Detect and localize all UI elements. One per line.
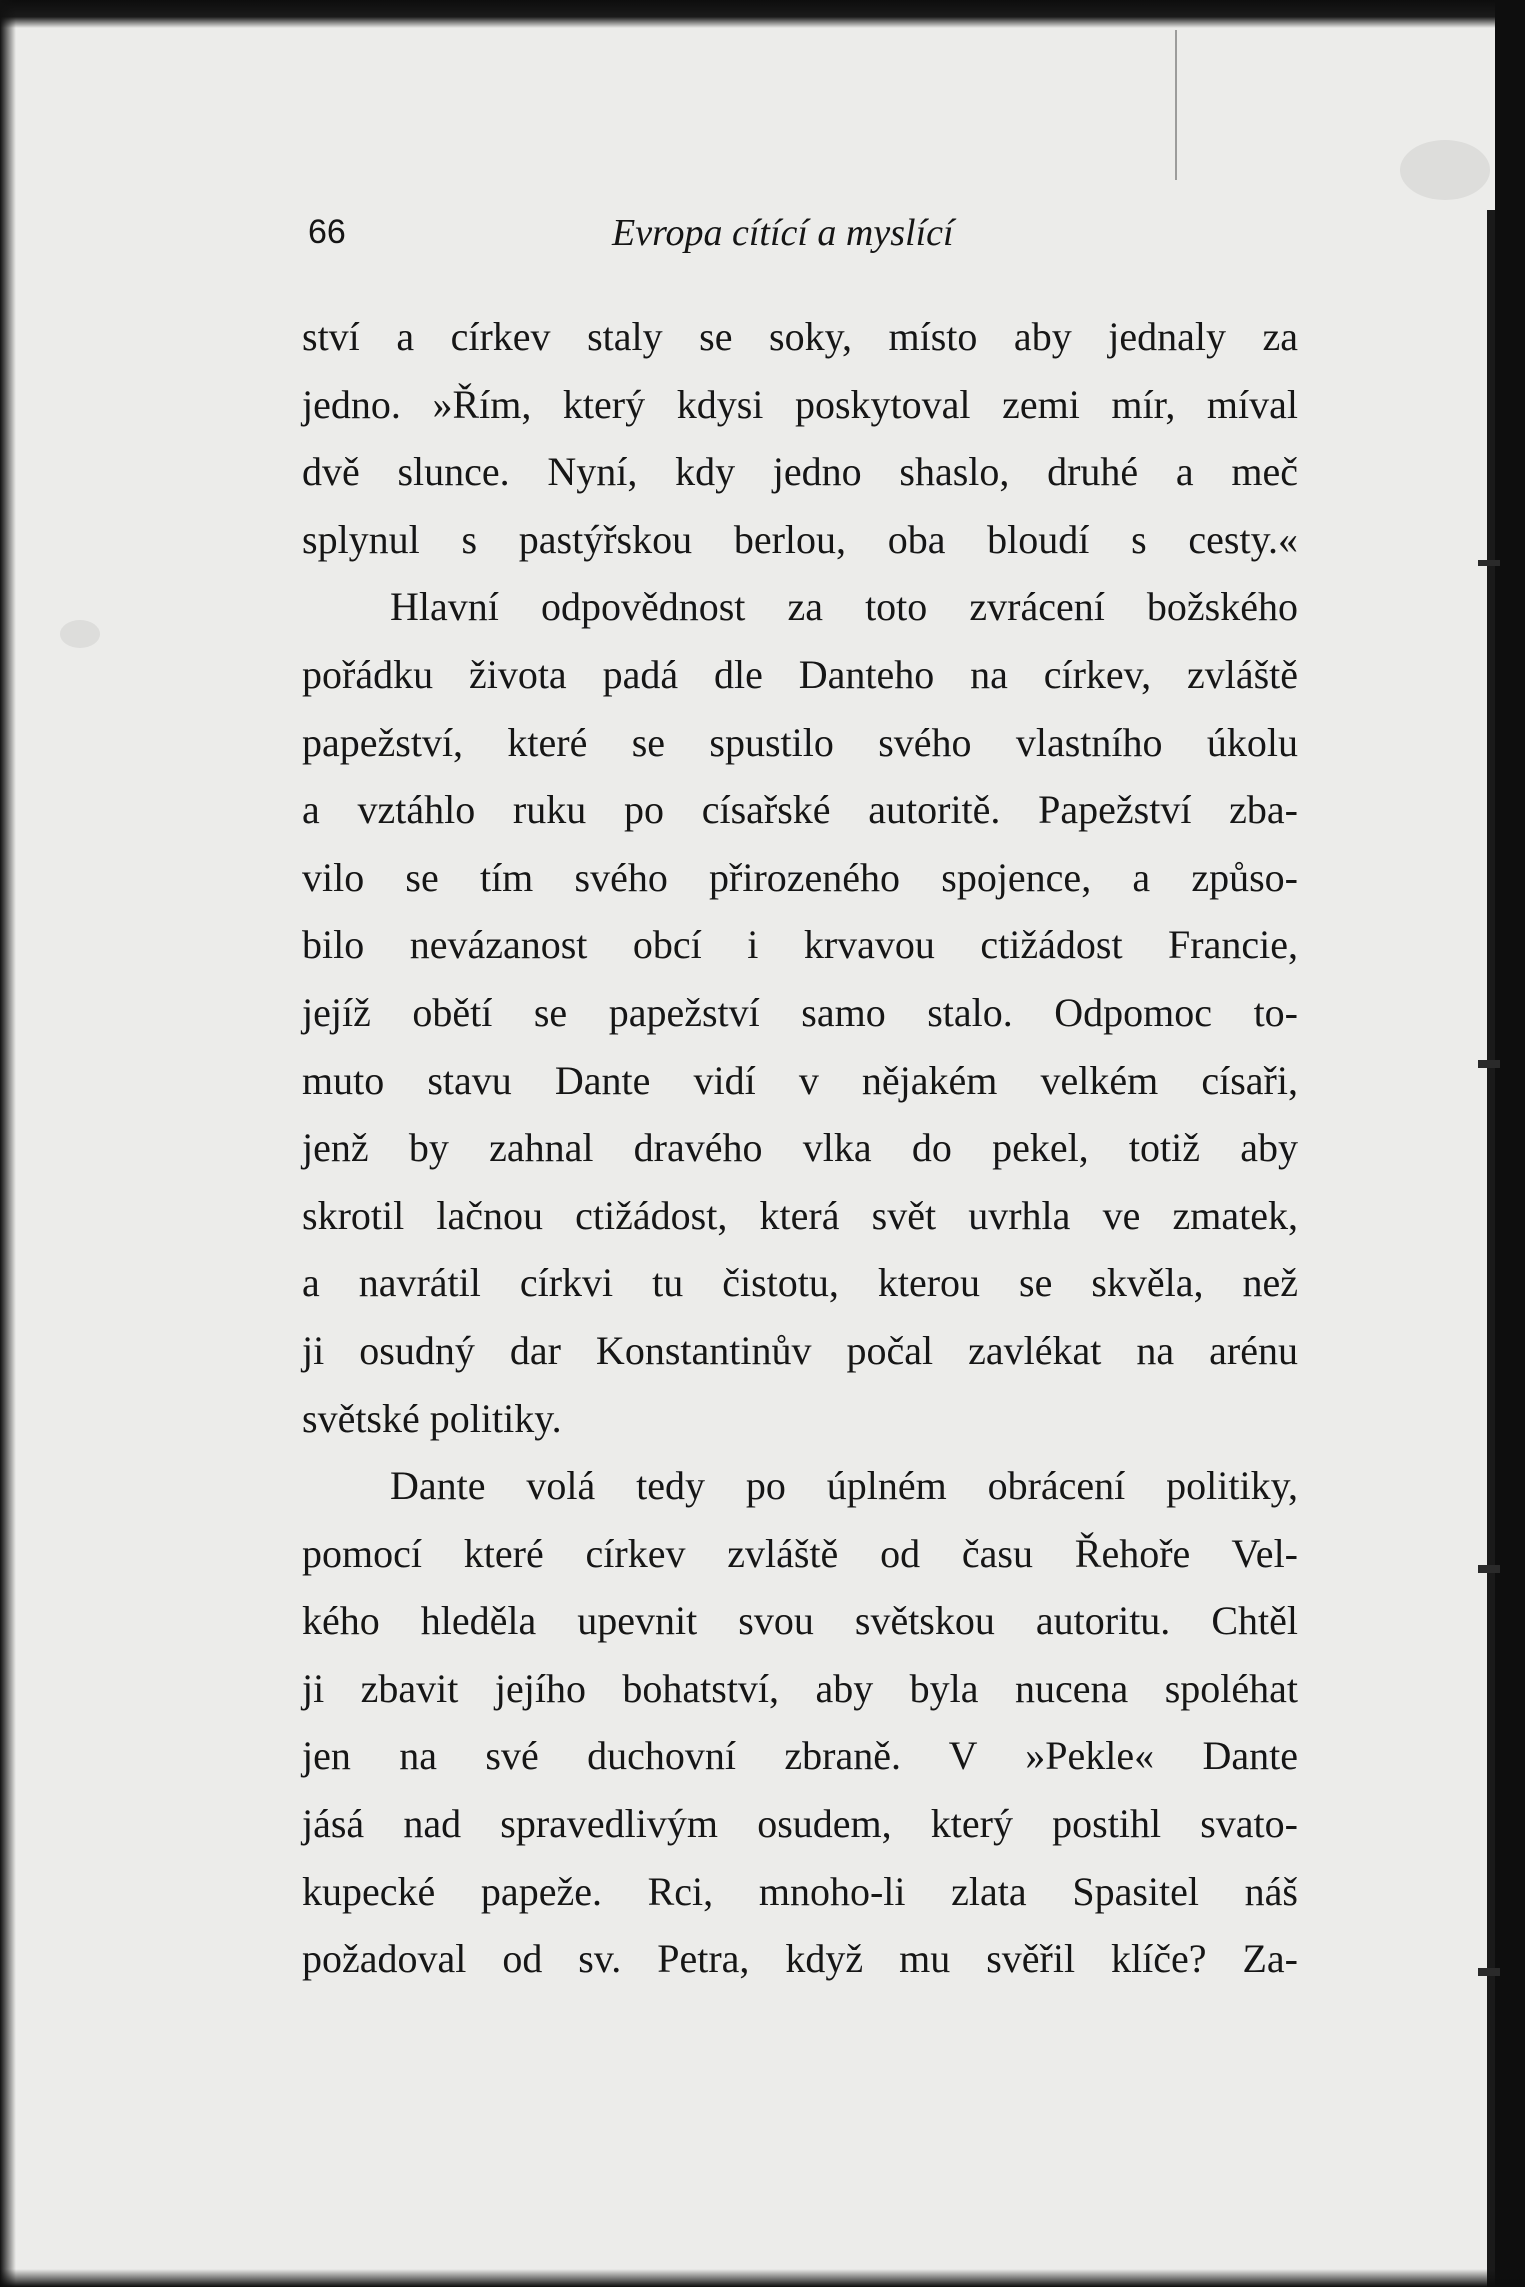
paper-fold-mark — [1175, 30, 1177, 180]
text-line: požadoval od sv. Petra, když mu svěřil klíče? Za- — [302, 1936, 1298, 1982]
text-line: papežství, které se spustilo svého vlastního úkolu — [302, 719, 1298, 765]
paragraph — [302, 1452, 1298, 1993]
text-line: skrotil lačnou ctižádost, která svět uvrhla ve zmatek, — [302, 1192, 1298, 1238]
text-line: kupecké papeže. Rci, mnoho-li zlata Spasitel náš — [302, 1868, 1298, 1914]
text-line: splynul s pastýřskou berlou, oba bloudí s cesty.« — [302, 516, 1298, 562]
text-line: jejíž obětí se papežství samo stalo. Odpomoc to- — [302, 989, 1298, 1035]
binding-clip-mark — [1478, 1565, 1500, 1573]
paragraph — [302, 303, 1298, 573]
text-line: kého hleděla upevnit svou světskou autoritu. Chtěl — [302, 1598, 1298, 1644]
text-line: Dante volá tedy po úplném obrácení politiky, — [390, 1463, 1298, 1509]
scan-border-right — [1495, 0, 1525, 2287]
text-line: muto stavu Dante vidí v nějakém velkém císaři, — [302, 1057, 1298, 1103]
text-line: Hlavní odpovědnost za toto zvrácení božského — [390, 584, 1298, 630]
scan-border-top — [0, 0, 1525, 28]
page-header — [308, 205, 1028, 261]
scan-border-left — [0, 0, 16, 2287]
text-line: jenž by zahnal dravého vlka do pekel, totiž aby — [302, 1125, 1298, 1171]
text-line: ství a církev staly se soky, místo aby jednaly za — [302, 314, 1298, 359]
text-line: vilo se tím svého přirozeného spojence, a způso- — [302, 854, 1298, 900]
binding-clip-mark — [1478, 1968, 1500, 1976]
paragraph — [302, 573, 1298, 1452]
body-text — [302, 303, 1298, 1993]
text-line: pomocí které církev zvláště od času Řehoře Vel- — [302, 1530, 1298, 1576]
running-title: Evropa cítící a myslící — [612, 212, 954, 254]
text-line: světské politiky. — [302, 1395, 562, 1441]
text-line: ji zbavit jejího bohatství, aby byla nucena spoléhat — [302, 1665, 1298, 1711]
paper-smudge — [60, 620, 100, 648]
paper-smudge — [1400, 140, 1490, 200]
text-line: jen na své duchovní zbraně. V »Pekle« Dante — [302, 1733, 1298, 1779]
text-line: pořádku života padá dle Danteho na církev, zvláště — [302, 651, 1298, 697]
text-line: bilo nevázanost obcí i krvavou ctižádost Francie, — [302, 922, 1298, 968]
binding-clip-mark — [1478, 1060, 1500, 1068]
text-line: a navrátil církvi tu čistotu, kterou se skvěla, než — [302, 1260, 1298, 1306]
text-line: jásá nad spravedlivým osudem, který postihl svato- — [302, 1801, 1298, 1847]
binding-clip-mark — [1478, 560, 1500, 566]
text-line: ji osudný dar Konstantinův počal zavlékat na arénu — [302, 1327, 1298, 1373]
text-line: jedno. »Řím, který kdysi poskytoval zemi mír, míval — [302, 381, 1298, 427]
page-number: 66 — [308, 213, 346, 251]
text-line: a vztáhlo ruku po císařské autoritě. Papežství zba- — [302, 787, 1298, 833]
text-line: dvě slunce. Nyní, kdy jedno shaslo, druhé a meč — [302, 449, 1298, 495]
scan-border-bottom — [0, 2269, 1525, 2287]
